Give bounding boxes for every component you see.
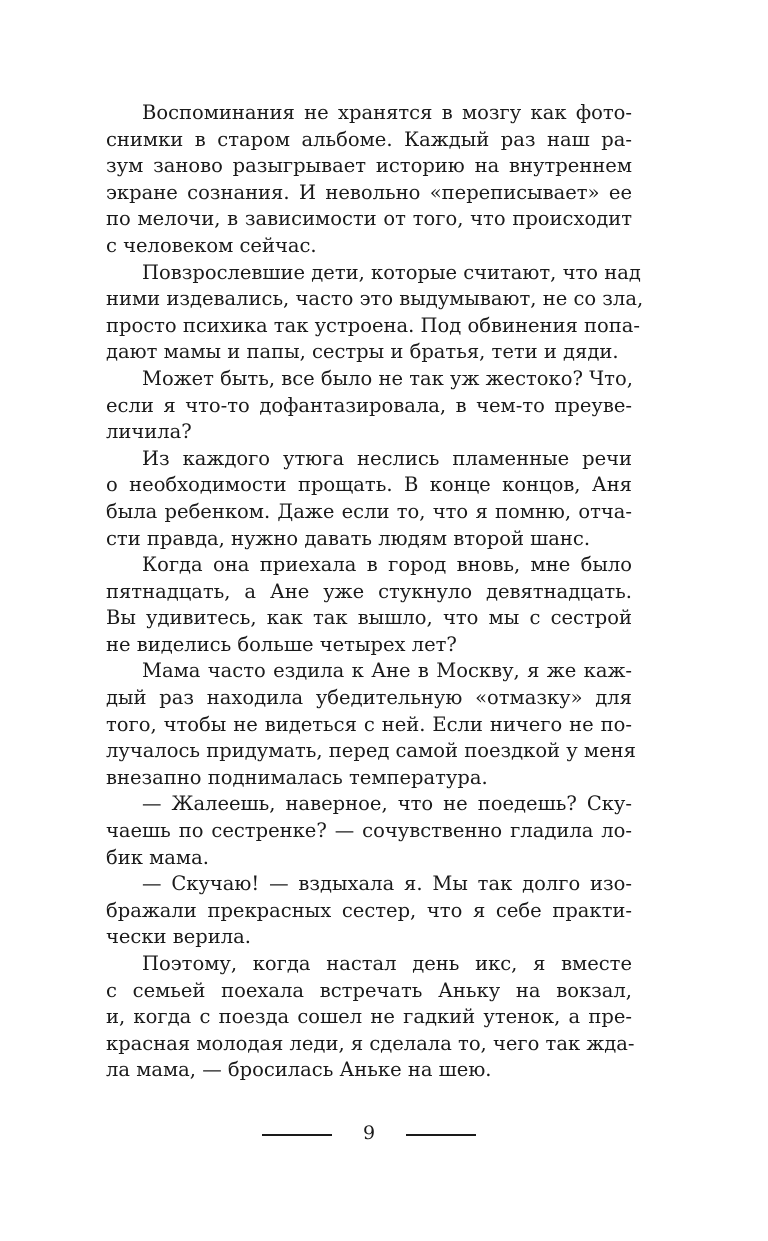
- text-line: личила?: [106, 420, 192, 444]
- paragraph: [106, 260, 644, 366]
- text-line: Вы удивитесь, как так вышло, что мы с сестрой: [106, 606, 632, 630]
- text-line: с человеком сейчас.: [106, 233, 317, 257]
- paragraph: [106, 871, 632, 951]
- text-line: снимки в старом альбоме. Каждый раз наш ра-: [106, 127, 632, 151]
- text-line: красная молодая леди, я сделала то, чего так жда-: [106, 1031, 635, 1055]
- page-footer: [0, 1121, 768, 1149]
- text-line: того, чтобы не видеться с ней. Если ничего не по-: [106, 712, 632, 736]
- text-line: по мелочи, в зависимости от того, что происходит: [106, 207, 632, 231]
- text-line: Поэтому, когда настал день икс, я вместе: [142, 952, 632, 975]
- text-line: ними издевались, часто это выдумывают, не со зла,: [106, 287, 644, 311]
- text-line: Может быть, все было не так уж жестоко? Что,: [142, 366, 633, 390]
- paragraph: [106, 100, 632, 260]
- text-line: если я что-то дофантазировала, в чем-то преуве-: [106, 393, 632, 417]
- page-body: [106, 100, 644, 1084]
- text-line: ла мама, — бросилась Аньке на шею.: [106, 1058, 492, 1082]
- footer-rule-right: [406, 1134, 476, 1136]
- text-line: Воспоминания не хранятся в мозгу как фото-: [142, 101, 632, 124]
- page-number: 9: [362, 1122, 376, 1144]
- paragraph: [106, 366, 632, 446]
- text-line: — Жалеешь, наверное, что не поедешь? Ску-: [142, 792, 632, 816]
- paragraph: [106, 658, 636, 791]
- text-line: пятнадцать, а Ане уже стукнуло девятнадцать.: [106, 579, 632, 603]
- paragraph: [106, 446, 632, 552]
- text-line: и, когда с поезда сошел не гадкий утенок, а пре-: [106, 1005, 632, 1029]
- text-line: была ребенком. Даже если то, что я помню, отча-: [106, 499, 632, 523]
- text-line: Из каждого утюга неслись пламенные речи: [142, 446, 632, 470]
- text-line: Когда она приехала в город вновь, мне было: [142, 553, 632, 577]
- text-line: чаешь по сестренке? — сочувственно гладила ло-: [106, 819, 632, 843]
- text-line: о необходимости прощать. В конце концов, Аня: [106, 473, 632, 497]
- text-line: бражали прекрасных сестер, что я себе практи-: [106, 898, 632, 922]
- text-line: внезапно поднималась температура.: [106, 765, 488, 789]
- text-line: с семьей поехала встречать Аньку на вокзал,: [106, 978, 632, 1002]
- text-line: зум заново разыгрывает историю на внутреннем: [106, 154, 632, 178]
- text-line: дый раз находила убедительную «отмазку» для: [106, 686, 632, 710]
- paragraph: [106, 791, 632, 871]
- paragraph: [106, 951, 635, 1084]
- text-line: Повзрослевшие дети, которые считают, что над: [142, 260, 641, 284]
- text-line: — Скучаю! — вздыхала я. Мы так долго изо-: [142, 872, 632, 896]
- text-line: просто психика так устроена. Под обвинения попа-: [106, 313, 640, 337]
- text-line: лучалось придумать, перед самой поездкой у меня: [106, 739, 636, 763]
- text-line: бик мама.: [106, 845, 209, 869]
- paragraph: [106, 552, 632, 658]
- text-line: экране сознания. И невольно «переписывает» ее: [106, 180, 632, 204]
- text-line: Мама часто ездила к Ане в Москву, я же каж-: [142, 659, 632, 683]
- footer-rule-left: [262, 1134, 332, 1136]
- text-line: дают мамы и папы, сестры и братья, тети и дяди.: [106, 340, 619, 364]
- text-line: чески верила.: [106, 925, 251, 949]
- text-line: сти правда, нужно давать людям второй шанс.: [106, 526, 591, 550]
- text-line: не виделись больше четырех лет?: [106, 632, 457, 656]
